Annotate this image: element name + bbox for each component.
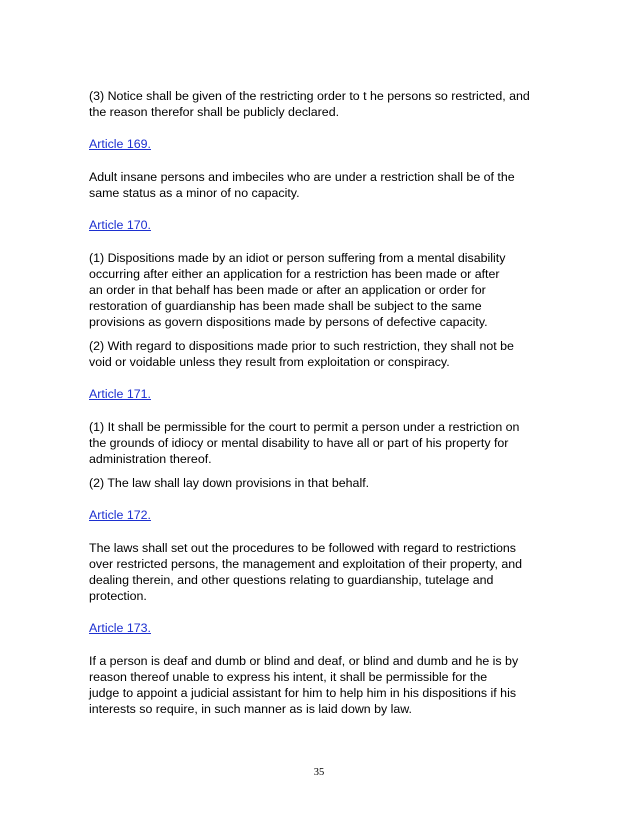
article-172-link[interactable]: Article 172. [89, 508, 151, 522]
section-article-169 [89, 120, 559, 201]
article-173-link[interactable]: Article 173. [89, 621, 151, 635]
document-body [89, 88, 559, 717]
paragraph-171-1: (1) It shall be permissible for the court to permit a person under a restriction on the grounds of idiocy or mental disability to have all or part of his property for administration thereof. [89, 420, 520, 466]
section-article-168-continuation [89, 88, 559, 120]
article-171-link[interactable]: Article 171. [89, 387, 151, 401]
section-article-171 [89, 370, 559, 491]
paragraph-173: If a person is deaf and dumb or blind and deaf, or blind and dumb and he is by reason thereof unable to express his intent, it shall be permissible for the judge to appoint a judicial assistant for him to help him in his dispositions if his interests so require, in such manner as is laid down by law. [89, 654, 519, 716]
section-article-170 [89, 201, 559, 370]
page-number: 35 [313, 767, 325, 778]
paragraph-170-2: (2) With regard to dispositions made prior to such restriction, they shall not be void or voidable unless they result from exploitation or conspiracy. [89, 339, 514, 369]
article-170-link[interactable]: Article 170. [89, 218, 151, 232]
paragraph-169: Adult insane persons and imbeciles who are under a restriction shall be of the same status as a minor of no capacity. [89, 170, 515, 200]
paragraph-172: The laws shall set out the procedures to be followed with regard to restrictions over restricted persons, the management and exploitation of their property, and dealing therein, and other questions relating to guardianship, tutelage and protection. [89, 541, 523, 603]
section-article-173 [89, 604, 559, 717]
paragraph-171-2: (2) The law shall lay down provisions in that behalf. [89, 476, 370, 490]
paragraph-170-1: (1) Dispositions made by an idiot or person suffering from a mental disability occurring after either an application for a restriction has been made or after an order in that behalf has been made or after an application or order for restoration of guardianship has been made shall be subject to the same provisions as govern dispositions made by persons of defective capacity. [89, 251, 506, 329]
section-article-172 [89, 491, 559, 604]
article-169-link[interactable]: Article 169. [89, 137, 151, 151]
paragraph-168-3: (3) Notice shall be given of the restricting order to t he persons so restricted, and the reason therefor shall be publicly declared. [89, 89, 530, 119]
